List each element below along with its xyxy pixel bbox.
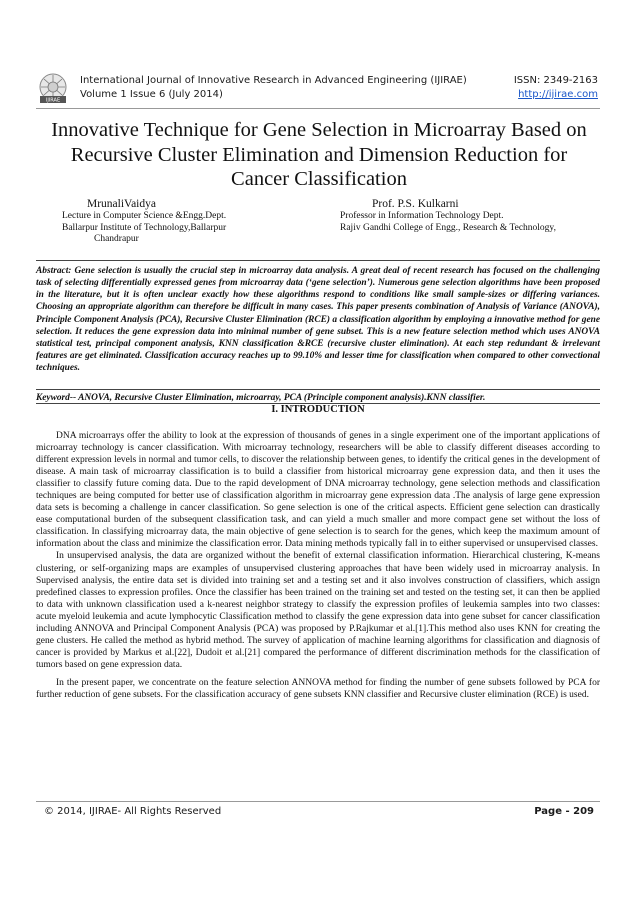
author-name: Prof. P.S. Kulkarni (372, 198, 459, 210)
title-line: Cancer Classification (231, 168, 407, 190)
footer-copyright: © 2014, IJIRAE- All Rights Reserved (44, 806, 222, 817)
author-affiliation: Chandrapur (94, 234, 139, 244)
header-left (80, 74, 467, 102)
abstract-top-divider (36, 260, 600, 261)
author-name: MrunaliVaidya (87, 198, 156, 210)
abstract-bottom-divider (36, 389, 600, 390)
title-line: Recursive Cluster Elimination and Dimension Reduction for (70, 143, 568, 166)
body-paragraph: In the present paper, we concentrate on the feature selection ANNOVA method for finding the number of gene subsets followed by PCA for further reduction of gene subsets. For the classification accuracy of gene subsets KNN classifier and Recursive cluster elimination (RCE) is used. (36, 677, 600, 700)
author-affiliation: Professor in Information Technology Dept. (340, 211, 504, 221)
keywords: Keyword-- ANOVA, Recursive Cluster Elimination, microarray, PCA (Principle component analysis).KNN classifier. (36, 393, 486, 403)
journal-url-link[interactable]: http://ijirae.com (518, 89, 598, 100)
issn: ISSN: 2349-2163 (513, 75, 598, 86)
abstract: Abstract: Gene selection is usually the crucial step in microarray data analysis. A great deal of recent research has focused on the challenging task of selecting differentially expressed genes from microarray data (‘gene selection’). Numerous gene selection algorithms have been proposed in the literature, but it is often unclear exactly how these algorithms respond to conditions like small sample-sizes or differing variances. Choosing an appropriate algorithm can therefore be difficult in many cases. This paper presents combination of Analysis of Variance (ANOVA), Principle Component Analysis (PCA), Recursive Cluster Elimination (RCE) a classification algorithm by employing a innovative method for gene selection. It reduces the gene expression data into minimal number of gene subset. This is a new feature selection method which uses ANOVA statistical test, principal component analysis, KNN classification &RCE (recursive cluster elimination). At each step redundant & irrelevant features are get eliminated. Classification accuracy reaches up to 99.10% and lesser time for classification when compared to other convectional techniques. (36, 266, 600, 374)
header-right (514, 74, 598, 102)
journal-name: International Journal of Innovative Research in Advanced Engineering (IJIRAE) (80, 75, 467, 86)
footer-divider (36, 801, 600, 802)
section-heading: I. INTRODUCTION (271, 404, 365, 415)
author-block-2 (340, 197, 610, 234)
header-divider (36, 108, 600, 109)
body-paragraph: DNA microarrays offer the ability to look at the expression of thousands of genes in a single experiment one of the important applications of microarray technology is cancer classification. With microarray technology, researchers will be able to classify different diseases according to different expression levels in normal and tumor cells, to discover the relationship between genes, to identify the critical genes in the development of disease. A main task of microarray classification is to build a classifier from historical microarray gene expression data, and then it uses the classifier to classify future coming data. Due to the rapid development of DNA microarray technology, gene selection methods and classification techniques are being computed for better use of classification algorithm in microarray gene expression data .The analysis of large gene expression data sets is becoming a challenge in cancer classification. So gene selection is one of the critical aspects. Efficient gene selection can drastically ease computational burden of the subsequent classification task, and can yield a much smaller and more compact gene set without the loss of classification. In classifying microarray data, the main objective of gene selection is to search for the genes, which keep the maximum amount of information about the class and minimize the classification error. Data mining methods typically fall in to either supervised or unsupervised classes. (36, 431, 600, 550)
paper-title (30, 118, 608, 192)
journal-logo (36, 72, 70, 104)
author-affiliation: Lecture in Computer Science &Engg.Dept. (62, 211, 227, 221)
body-paragraph: In unsupervised analysis, the data are organized without the benefit of external classification information. Hierarchical clustering, K-means clustering, or self-organizing maps are examples of unsupervised clustering approaches that have been widely used in microarray analysis. In Supervised analysis, the entire data set is divided into training set and a testing set and it also involves construction of classifiers, which assign predefined classes to expression profiles. Once the classifier has been trained on the training set and tested on the testing set, it can then be applied to data with unknown classification used a k-nearest neighbor strategy to classify the expression profiles of leukemia samples into two classes: acute myeloid leukemia and acute lymphocytic Classification method to classify the gene expression data into gene subset for cancer classification including ANNOVA and Principal Component Analysis (PCA) was proposed by P.Rajkumar et al.[1].This method also uses KNN for creating the gene clusters. He called the method as hybrid method. The survey of application of machine learning algorithms for classification and diagnosis of cancer is provided by Markus et al.[22], Dudoit et al.[21] compared the performance of different discrimination methods for the classification of tumors based on gene expression data. (36, 551, 600, 670)
body-text (36, 430, 600, 701)
page-number: Page - 209 (534, 806, 594, 817)
logo-text: IJIRAE (45, 97, 61, 104)
author-affiliation: Ballarpur Institute of Technology,Ballarpur (62, 222, 227, 233)
author-block-1 (62, 197, 282, 246)
author-affiliation: Rajiv Gandhi College of Engg., Research & Technology, (340, 222, 556, 233)
title-line: Innovative Technique for Gene Selection in Microarray Based on (51, 119, 587, 141)
volume-issue: Volume 1 Issue 6 (July 2014) (80, 89, 223, 100)
